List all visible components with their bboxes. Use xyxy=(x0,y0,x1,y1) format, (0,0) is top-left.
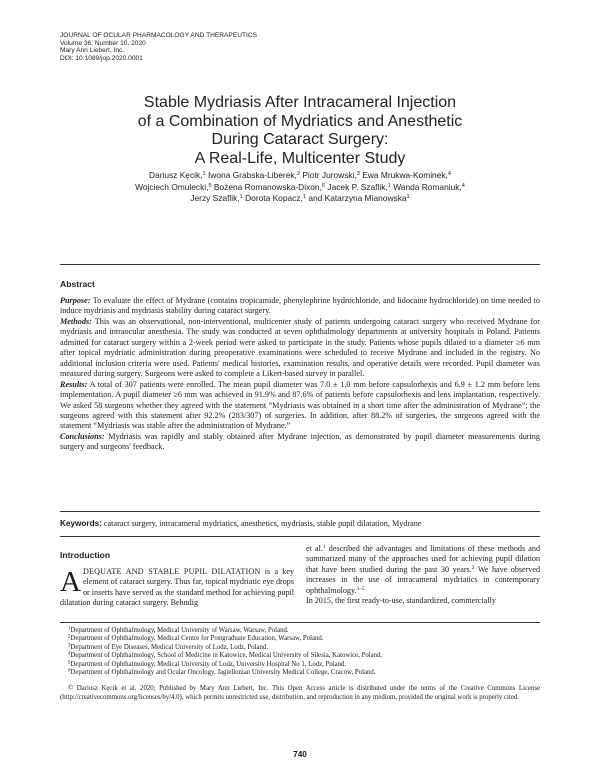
keywords-bottom-rule xyxy=(60,536,540,537)
abstract-methods xyxy=(60,317,540,380)
author-name: Iwona Grabska-Liberek, xyxy=(207,170,297,180)
abstract-purpose xyxy=(60,296,540,317)
affiliation-text: Department of Ophthalmology, Medical Centre for Postgraduate Education, Warsaw, Poland. xyxy=(70,635,324,643)
affiliation-text: Department of Eye Diseases, Medical University of Lodz, Lodz, Poland. xyxy=(70,643,269,651)
affiliation-number: 1 xyxy=(68,626,71,632)
author-affiliation-ref: 1 xyxy=(302,194,306,201)
keywords xyxy=(60,519,540,529)
author-line xyxy=(60,182,540,194)
conclusions-label: Conclusions: xyxy=(60,431,105,441)
journal-name: JOURNAL OF OCULAR PHARMACOLOGY AND THERAPEUTICS xyxy=(60,32,257,39)
introduction-right-column xyxy=(306,544,540,606)
title-line: During Cataract Surgery: xyxy=(211,131,389,149)
citation-text: et al. xyxy=(306,544,323,553)
smallcaps-lead: DEQUATE AND STABLE PUPIL DILATATION xyxy=(82,567,261,576)
reference-marker: 1 xyxy=(322,544,326,550)
results-text: A total of 307 patients were enrolled. The mean pupil diameter was 7.0 ± 1.0 mm before capsulorhexis and 6.9 ± 1.2 mm before lens implementation. A pupil diameter ≥6 mm was achieved in 91.9% and 87.6% of patients before capsulorhexis and lens implantation, respectively. We asked 58 surgeons whether they agreed with the statement “Mydriasis was obtained in a short time after the administration of Mydrane”; the surgeons agreed with this statement after 92.2% (283/307) of surgeries. In addition, after 88.2% of surgeries, the surgeons agreed with the statement “Mydriasis was stable after the administration of Mydrane.” xyxy=(60,379,540,431)
introduction-left-column xyxy=(60,567,294,608)
author-name: Piotr Jurowski, xyxy=(302,170,357,180)
keywords-label: Keywords: xyxy=(60,519,102,528)
affiliation-text: Department of Ophthalmology, Medical University of Warsaw, Warsaw, Poland. xyxy=(70,627,289,634)
introduction-paragraph xyxy=(60,567,294,608)
abstract-body xyxy=(60,296,540,453)
abstract-bottom-rule xyxy=(60,511,540,512)
methods-label: Methods: xyxy=(60,316,92,326)
author-affiliation-ref: 1 xyxy=(387,182,391,189)
affiliation-number: 2 xyxy=(68,634,71,640)
page-number: 740 xyxy=(293,750,307,759)
title-line: of a Combination of Mydriatics and Anesthetic xyxy=(137,112,463,130)
author-affiliation-ref: 4 xyxy=(461,182,465,189)
author-name: Wanda Romaniuk, xyxy=(393,181,462,192)
affiliation-text: Department of Ophthalmology, Medical University of Lodz, University Hospital No 1, Lodz, Poland. xyxy=(70,660,347,668)
author-affiliation-ref: 6 xyxy=(321,182,326,189)
author-name: Wojciech Omulecki, xyxy=(135,181,209,192)
journal-header xyxy=(60,32,360,62)
journal-volume: Volume 36, Number 10, 2020 xyxy=(60,39,146,47)
license-notice: © Dariusz Kęcik et al. 2020; Published by Mary Ann Liebert, Inc. This Open Access article is distributed under the terms of the Creative Commons License (http://creativecommons.org/licenses/by/4.0), which permits unrestricted use, distribution, and reproduction in any medium, provided the original work is properly cited. xyxy=(60,685,540,701)
purpose-text: To evaluate the effect of Mydrane (contains tropicamide, phenylephrine hydrochloride, and lidocaine hydrochloride) on time needed to induce mydriasis and mydriasis stability during cataract surgery. xyxy=(60,296,540,316)
publisher: Mary Ann Liebert, Inc. xyxy=(60,47,125,55)
author-affiliation-ref: 2 xyxy=(296,171,301,177)
drop-cap: A xyxy=(60,566,81,598)
introduction-left-text: is a key element of cataract surgery. Thus far, topical mydriatic eye drops or inserts have served as the standard method for achieving pupil dilatation during cataract surgery. Behndig xyxy=(60,567,294,607)
affiliation xyxy=(68,661,540,669)
introduction-right-text: We have observed increases in the use of intracameral mydriatics in contemporary ophthalmology. xyxy=(306,564,540,595)
introduction-right-text: described the advantages and limitations of these methods and summarized many of the approaches used for achieving pupil dilation that have been studied during the past 30 years. xyxy=(306,544,540,574)
affiliation xyxy=(68,652,540,660)
reference-marker: 2 xyxy=(471,564,475,571)
abstract-results xyxy=(60,380,540,432)
author-list xyxy=(60,170,540,205)
author-name: Jerzy Szaflik, xyxy=(190,193,240,204)
author-name: Bożena Romanowska-Dixon, xyxy=(213,181,322,192)
affiliation xyxy=(68,669,540,677)
affiliations xyxy=(68,627,540,678)
author-affiliation-ref: 1 xyxy=(406,194,410,201)
introduction-heading: Introduction xyxy=(60,550,111,560)
purpose-label: Purpose: xyxy=(60,296,91,305)
abstract-conclusions xyxy=(60,432,540,453)
footnote-rule xyxy=(60,622,540,623)
affiliation-number: 6 xyxy=(68,668,71,674)
affiliation-number: 5 xyxy=(68,660,71,666)
abstract-top-rule xyxy=(60,264,540,265)
conclusions-text: Mydriasis was rapidly and stably obtained after Mydrane injection, as demonstrated by pupil diameter measurements during surgery and surgeons' feedback. xyxy=(60,431,540,452)
author-name: and Katarzyna Mianowska xyxy=(308,193,407,204)
author-name: Ewa Mrukwa-Kominek, xyxy=(362,170,448,180)
affiliation xyxy=(68,635,540,643)
author-name: Dorota Kopacz, xyxy=(245,193,303,204)
affiliation-text: Department of Ophthalmology, School of Medicine in Katowice, Medical University of Silesia, Katowice, Poland. xyxy=(70,652,383,660)
article-title xyxy=(60,94,540,168)
title-line: A Real-Life, Multicenter Study xyxy=(194,149,406,167)
abstract-heading: Abstract xyxy=(60,279,95,289)
reference-marker: 3–5 xyxy=(356,585,365,592)
author-affiliation-ref: 1 xyxy=(239,194,243,201)
affiliation-text: Department of Ophthalmology and Ocular Oncology, Jagiellonian University Medical College, Cracow, Poland. xyxy=(70,669,376,677)
results-label: Results: xyxy=(60,379,88,389)
introduction-right-text: In 2015, the first ready-to-use, standardized, commercially xyxy=(306,596,496,606)
methods-text: This was an observational, non-interventional, multicenter study of patients undergoing cataract surgery who received Mydrane for mydriasis and intraocular anesthesia. The study was conducted at seven ophthalmology departments at university hospitals in Poland. Patients admitted for cataract surgery within a 2-week period were asked to participate in the study. Patients whose pupils dilated to a diameter ≥6 mm after topical mydriatic administration during preoperative examinations were scheduled to receive Mydrane and included in the registry. No additional inclusion criteria were used. Patients' medical histories, examination results, and operative details were recorded. Pupil diameter was measured during surgery. Surgeons were asked to complete a Likert-based survey in parallel. xyxy=(60,316,540,379)
author-affiliation-ref: 3 xyxy=(356,171,360,177)
affiliation-number: 3 xyxy=(68,643,71,649)
title-line: Stable Mydriasis After Intracameral Injection xyxy=(143,94,457,111)
introduction-paragraph-continued xyxy=(306,544,540,606)
author-line xyxy=(60,193,540,205)
keywords-text: cataract surgery, intracameral mydriatics, anesthetics, mydriasis, stable pupil dilatation, Mydrane xyxy=(101,519,422,528)
author-affiliation-ref: 5 xyxy=(208,182,212,189)
author-name: Jacek P. Szaflik, xyxy=(327,181,388,192)
doi: DOI: 10.1089/jop.2020.0001 xyxy=(60,54,143,62)
author-affiliation-ref: 1 xyxy=(202,171,206,177)
author-line xyxy=(60,170,540,182)
author-affiliation-ref: 4 xyxy=(447,171,452,177)
affiliation-number: 4 xyxy=(68,651,71,657)
author-name: Dariusz Kęcik, xyxy=(148,170,203,180)
